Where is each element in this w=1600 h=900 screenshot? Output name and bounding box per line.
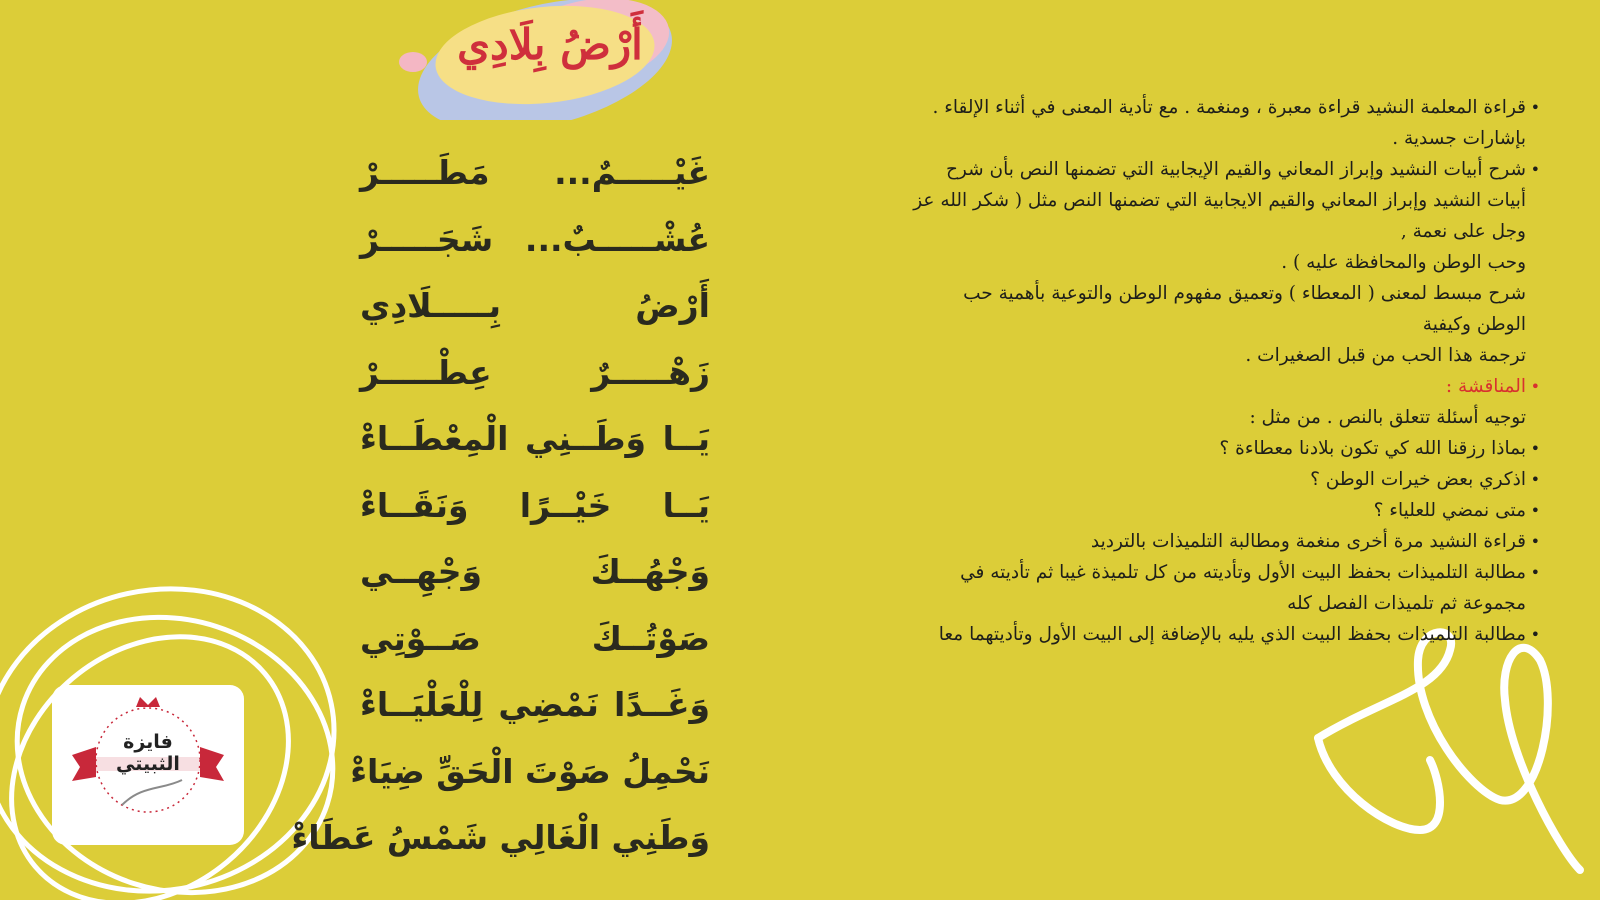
poem-line: وَغَــدًا نَمْضِي لِلْعَلْيَــاءْ [360,685,710,724]
note-line: • اذكري بعض خيرات الوطن ؟ [820,464,1540,495]
note-line: أبيات النشيد وإبراز المعاني والقيم الايجابية التي تضمنها النص مثل ( شكر الله عز [913,190,1526,211]
poem-line: نَحْمِلُ صَوْتَ الْحَقِّ ضِيَاءْ [350,751,710,791]
note-line: • مطالبة التلميذات بحفظ البيت الأول وتأديته من كل تلميذة غيبا ثم تأديته في [820,557,1540,588]
poem-line: وَجْهُــكَ وَجْهِــي [360,552,710,591]
note-line: • مطالبة التلميذات بحفظ البيت الذي يليه بالإضافة إلى البيت الأول وتأديتهما معا [820,619,1540,650]
note-line: مجموعة ثم تلميذات الفصل كله [1287,593,1526,614]
poem-line: يَــا خَيْــرًا وَنَقَــاءْ [360,485,710,525]
logo-name: فايزة الثبيتي [116,731,180,775]
discussion-heading: • المناقشة : [820,371,1540,402]
quill-icon [122,780,182,805]
poem-line: وَطَنِي الْغَالِي شَمْسُ عَطَاءْ [291,818,710,857]
lesson-notes [820,92,1540,650]
crown-icon [136,697,160,707]
poem-line: أَرْضُ بِـــــلَادِي [360,286,710,325]
poem [291,140,710,872]
note-line: • شرح أبيات النشيد وإبراز المعاني والقيم الإيجابية التي تضمنها النص بأن شرح [820,154,1540,185]
note-line: وجل على نعمة , [1400,221,1526,242]
note-line: • متى نمضي للعلياء ؟ [820,495,1540,526]
note-line: الوطن وكيفية [1422,314,1526,335]
note-line: شرح مبسط لمعنى ( المعطاء ) وتعميق مفهوم الوطن والتوعية بأهمية حب [963,283,1526,304]
note-line: • قراءة المعلمة النشيد قراءة معبرة ، ومنغمة . مع تأدية المعنى في أثناء الإلقاء . [820,92,1540,123]
note-line: • قراءة النشيد مرة أخرى منغمة ومطالبة التلميذات بالترديد [820,526,1540,557]
note-line: وحب الوطن والمحافظة عليه ) . [1281,252,1526,273]
poem-line: صَوْتُــكَ صَــوْتِي [360,618,710,658]
poem-line: غَيْـــــمٌ... مَطَـــــرْ [360,153,710,192]
page-title: أَرْضُ بِلَادِي [457,20,643,69]
note-line: ترجمة هذا الحب من قبل الصغيرات . [1245,345,1526,366]
note-line: • بماذا رزقنا الله كي تكون بلادنا معطاءة ؟ [820,433,1540,464]
poem-line: عُشْـــــبٌ... شَجَـــــرْ [360,219,710,259]
note-line: بإشارات جسدية . [1392,128,1526,149]
note-line: توجيه أسئلة تتعلق بالنص . من مثل : [1249,407,1526,428]
poem-line: يَــا وَطَــنِي الْمِعْطَــاءْ [360,419,710,458]
author-logo [52,685,244,845]
poem-line: زَهْـــــرٌ عِطْـــــرْ [360,352,710,392]
